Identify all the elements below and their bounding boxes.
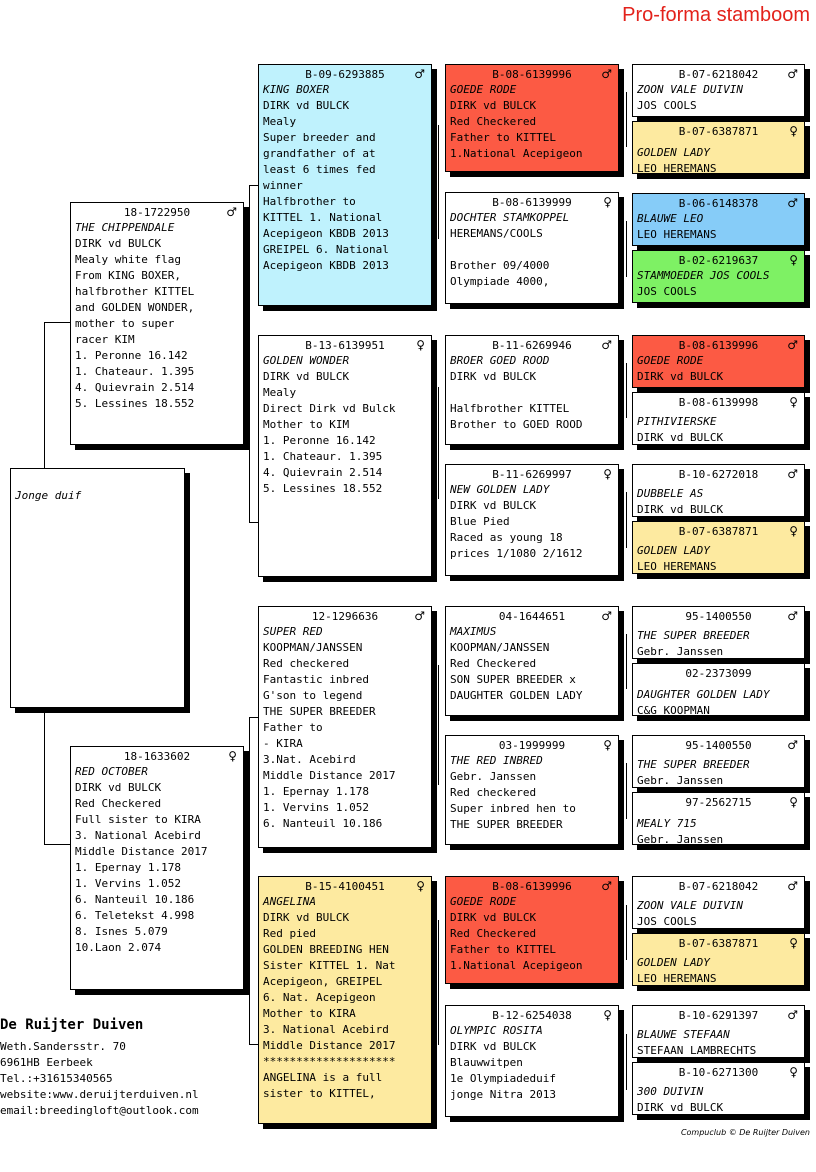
breeder-name: DIRK vd BULCK <box>450 99 537 112</box>
grandparent-card <box>258 876 432 1124</box>
parent-dam-card <box>70 746 244 990</box>
info-line: Direct Dirk vd Bulck <box>263 402 396 415</box>
ring-number: B-15-4100451 <box>305 880 385 893</box>
info-line: Acepigeon KBDB 2013 <box>263 259 389 272</box>
info-line: Red checkered <box>263 657 350 670</box>
connector-line <box>249 185 258 186</box>
info-line: Fantastic inbred <box>263 673 369 686</box>
info-line: grandfather of at <box>263 147 376 160</box>
info-line: 1. Peronne 16.142 <box>75 349 188 362</box>
ring-number: B-07-6218042 <box>678 880 759 893</box>
male-icon: ♂ <box>787 609 798 623</box>
info-line: Raced as young 18 <box>450 531 563 544</box>
breeder-name: DIRK vd BULCK <box>637 431 724 444</box>
owner-city: 6961HB Eerbeek <box>0 1056 93 1069</box>
breeder-name: DIRK vd BULCK <box>263 370 350 383</box>
ancestor-card <box>632 335 805 388</box>
info-line: Blue Pied <box>450 515 510 528</box>
breeder-name: DIRK vd BULCK <box>75 781 162 794</box>
info-line: 1. Vervins 1.052 <box>75 877 181 890</box>
ring-number: B-09-6293885 <box>305 68 385 81</box>
female-icon: ♀ <box>603 738 612 752</box>
ring-number: B-08-6139996 <box>492 880 572 893</box>
info-line: - KIRA <box>263 737 303 750</box>
info-line: Mother to KIRA <box>263 1007 356 1020</box>
male-icon: ♂ <box>414 609 425 623</box>
female-icon: ♀ <box>789 936 798 950</box>
breeder-name: Gebr. Janssen <box>637 833 724 845</box>
breeder-name: DIRK vd BULCK <box>263 99 350 112</box>
ancestor-card <box>632 250 805 303</box>
female-icon: ♀ <box>789 395 798 409</box>
breeder-name: C&G KOOPMAN <box>637 704 710 716</box>
female-icon: ♀ <box>789 124 798 138</box>
connector-line <box>626 492 627 548</box>
owner-name: De Ruijter Duiven <box>0 1017 144 1033</box>
ring-number: 12-1296636 <box>311 610 379 623</box>
info-line: THE SUPER BREEDER <box>263 705 376 718</box>
ring-number: B-07-6387871 <box>678 525 759 538</box>
bird-name: BLAUWE STEFAAN <box>637 1028 730 1041</box>
bird-name: NEW GOLDEN LADY <box>450 483 550 496</box>
female-icon: ♀ <box>603 1008 612 1022</box>
bird-name: GOLDEN WONDER <box>263 354 350 367</box>
bird-name: GOLDEN LADY <box>637 544 710 557</box>
ring-number: 18-1722950 <box>123 206 191 219</box>
ancestor-card <box>632 193 805 246</box>
info-line: Acepigeon KBDB 2013 <box>263 227 389 240</box>
info-line: Middle Distance 2017 <box>263 769 396 782</box>
male-icon: ♂ <box>787 738 798 752</box>
connector-line <box>626 1034 627 1090</box>
owner-phone: Tel.:+31615340565 <box>0 1072 113 1085</box>
info-line: Halfbrother KITTEL <box>450 402 570 415</box>
info-line: Red pied <box>263 927 316 940</box>
page-title: Pro-forma stamboom <box>622 4 810 26</box>
female-icon: ♀ <box>789 1065 798 1079</box>
ring-number: 04-1644651 <box>498 610 566 623</box>
connector-line <box>626 363 627 418</box>
female-icon: ♀ <box>603 467 612 481</box>
male-icon: ♂ <box>787 196 798 210</box>
ring-number: B-11-6269997 <box>492 468 572 481</box>
breeder-name: DIRK vd BULCK <box>637 503 724 516</box>
info-line: Acepigeon, GREIPEL <box>263 975 383 988</box>
bird-name: GOLDEN LADY <box>637 146 710 159</box>
breeder-name: DIRK vd BULCK <box>450 911 537 924</box>
info-line: Blauwwitpen <box>450 1056 523 1069</box>
ring-number: B-12-6254038 <box>492 1009 572 1022</box>
breeder-name: DIRK vd BULCK <box>75 237 162 250</box>
info-line: least 6 times fed <box>263 163 376 176</box>
ring-number: B-08-6139999 <box>492 196 572 209</box>
info-line: 5. Lessines 18.552 <box>75 397 195 410</box>
bird-name: ZOON VALE DUIVIN <box>637 83 743 96</box>
bird-name: PITHIVIERSKE <box>637 415 717 428</box>
connector-line <box>438 125 439 239</box>
ring-number: 03-1999999 <box>498 739 566 752</box>
female-icon: ♀ <box>789 253 798 267</box>
info-line: 3. National Acebird <box>75 829 201 842</box>
connector-line <box>626 763 627 819</box>
bird-name: STAMMOEDER JOS COOLS <box>637 269 770 282</box>
ring-number: 95-1400550 <box>685 610 752 623</box>
subject-label: Jonge duif <box>15 489 82 502</box>
male-icon: ♂ <box>787 879 798 893</box>
info-line: Father to KITTEL <box>450 131 556 144</box>
breeder-name: Gebr. Janssen <box>637 645 724 658</box>
info-line: Olympiade 4000, <box>450 275 550 288</box>
male-icon: ♂ <box>601 609 612 623</box>
great-grandparent-card <box>445 735 619 845</box>
breeder-name: LEO HEREMANS <box>637 972 717 985</box>
info-line: Full sister to KIRA <box>75 813 201 826</box>
connector-line <box>438 920 439 1045</box>
connector-line <box>626 221 627 277</box>
info-line: halfbrother KITTEL <box>75 285 195 298</box>
ring-number: B-13-6139951 <box>305 339 385 352</box>
info-line: Red Checkered <box>450 657 537 670</box>
ancestor-card <box>632 792 805 845</box>
info-line: 1. Peronne 16.142 <box>263 434 376 447</box>
ancestor-card <box>632 1062 805 1115</box>
info-line: 1.National Acepigeon <box>450 147 583 160</box>
info-line: Mealy <box>263 115 297 128</box>
ancestor-card <box>632 464 805 517</box>
great-grandparent-card <box>445 876 619 984</box>
female-icon: ♀ <box>789 524 798 538</box>
blank-line <box>450 385 614 401</box>
great-grandparent-card <box>445 464 619 576</box>
bird-name: GOLDEN LADY <box>637 956 710 969</box>
connector-line <box>249 185 250 522</box>
bird-name: OLYMPIC ROSITA <box>450 1024 543 1037</box>
info-line: Father to KITTEL <box>450 943 556 956</box>
info-line: ANGELINA is a full <box>263 1071 383 1084</box>
bird-name: DOCHTER STAMKOPPEL <box>450 211 570 224</box>
parent-sire-card <box>70 202 244 445</box>
info-line: sister to KITTEL, <box>263 1087 376 1100</box>
info-line: 3.Nat. Acebird <box>263 753 356 766</box>
grandparent-card <box>258 64 432 306</box>
subject-box <box>10 468 185 708</box>
connector-line <box>249 1044 258 1045</box>
bird-name: THE SUPER BREEDER <box>637 629 750 642</box>
breeder-name: DIRK vd BULCK <box>637 1101 724 1114</box>
ring-number: 97-2562715 <box>685 796 752 809</box>
info-line: SON SUPER BREEDER x <box>450 673 576 686</box>
info-line: and GOLDEN WONDER, <box>75 301 195 314</box>
female-icon: ♀ <box>228 749 237 763</box>
breeder-name: STEFAAN LAMBRECHTS <box>637 1044 757 1057</box>
breeder-name: Gebr. Janssen <box>637 774 724 787</box>
bird-name: ANGELINA <box>263 895 316 908</box>
ancestor-card <box>632 392 805 445</box>
info-line: Mealy <box>263 386 297 399</box>
breeder-name: KOOPMAN/JANSSEN <box>450 641 550 654</box>
info-line: Red Checkered <box>450 115 537 128</box>
female-icon: ♀ <box>416 879 425 893</box>
info-line: Super inbred hen to <box>450 802 576 815</box>
info-line: 1. Vervins 1.052 <box>263 801 369 814</box>
info-line: GOLDEN BREEDING HEN <box>263 943 389 956</box>
male-icon: ♂ <box>787 338 798 352</box>
connector-line <box>249 717 258 718</box>
ring-number: B-10-6291397 <box>678 1009 759 1022</box>
info-line: Red Checkered <box>450 927 537 940</box>
breeder-name: LEO HEREMANS <box>637 162 717 174</box>
info-line: 1. Chateaur. 1.395 <box>75 365 195 378</box>
ancestor-card <box>632 64 805 117</box>
info-line: Mother to KIM <box>263 418 350 431</box>
breeder-name: HEREMANS/COOLS <box>450 227 543 240</box>
ring-number: B-10-6272018 <box>678 468 759 481</box>
breeder-name: DIRK vd BULCK <box>263 911 350 924</box>
connector-line <box>44 844 70 845</box>
ring-number: B-07-6387871 <box>678 125 759 138</box>
bird-name: RED OCTOBER <box>75 765 148 778</box>
info-line: From KING BOXER, <box>75 269 181 282</box>
connector-line <box>626 634 627 689</box>
male-icon: ♂ <box>414 67 425 81</box>
ancestor-card <box>632 1005 805 1058</box>
connector-line <box>438 665 439 785</box>
info-line: Super breeder and <box>263 131 376 144</box>
info-line: 1e Olympiadeduif <box>450 1072 556 1085</box>
info-line: racer KIM <box>75 333 135 346</box>
female-icon: ♀ <box>789 795 798 809</box>
info-line: 6. Nanteuil 10.186 <box>263 817 383 830</box>
breeder-name: JOS COOLS <box>637 285 697 298</box>
info-line: prices 1/1080 2/1612 <box>450 547 583 560</box>
info-line: 1. Chateaur. 1.395 <box>263 450 383 463</box>
ring-number: B-11-6269946 <box>492 339 572 352</box>
ancestor-card <box>632 606 805 659</box>
info-line: 10.Laon 2.074 <box>75 941 162 954</box>
female-icon: ♀ <box>603 195 612 209</box>
male-icon: ♂ <box>226 205 237 219</box>
info-line: 6. Nanteuil 10.186 <box>75 893 195 906</box>
breeder-name: LEO HEREMANS <box>637 560 717 573</box>
ring-number: 18-1633602 <box>123 750 191 763</box>
connector-line <box>249 717 250 1044</box>
bird-name: MAXIMUS <box>450 625 497 638</box>
ancestor-card <box>632 933 805 986</box>
connector-line <box>249 522 258 523</box>
connector-line <box>44 708 45 844</box>
ring-number: B-06-6148378 <box>678 197 759 210</box>
breeder-name: DIRK vd BULCK <box>450 1040 537 1053</box>
ancestor-card <box>632 876 805 929</box>
owner-contact-block <box>0 1017 199 1119</box>
info-line: Sister KITTEL 1. Nat <box>263 959 396 972</box>
info-line: winner <box>263 179 303 192</box>
connector-line <box>626 92 627 147</box>
info-line: 1. Epernay 1.178 <box>75 861 181 874</box>
grandparent-card <box>258 335 432 577</box>
grandparent-card <box>258 606 432 848</box>
male-icon: ♂ <box>601 879 612 893</box>
owner-website: website:www.deruijterduiven.nl <box>0 1088 199 1101</box>
female-icon: ♀ <box>416 338 425 352</box>
info-line: 8. Isnes 5.079 <box>75 925 168 938</box>
info-line: Halfbrother to <box>263 195 356 208</box>
info-line: Middle Distance 2017 <box>263 1039 396 1052</box>
breeder-name: DIRK vd BULCK <box>450 499 537 512</box>
bird-name: BLAUWE LEO <box>637 212 704 225</box>
bird-name: GOEDE RODE <box>637 354 704 367</box>
bird-name: SUPER RED <box>263 625 323 638</box>
bird-name: DUBBELE AS <box>637 487 704 500</box>
male-icon: ♂ <box>787 67 798 81</box>
info-line: GREIPEL 6. National <box>263 243 389 256</box>
male-icon: ♂ <box>787 467 798 481</box>
ring-number: B-08-6139996 <box>678 339 759 352</box>
great-grandparent-card <box>445 64 619 172</box>
breeder-name: KOOPMAN/JANSSEN <box>263 641 363 654</box>
info-line: Father to <box>263 721 323 734</box>
ring-number: 02-2373099 <box>685 667 752 680</box>
male-icon: ♂ <box>601 338 612 352</box>
info-line: jonge Nitra 2013 <box>450 1088 556 1101</box>
great-grandparent-card <box>445 335 619 445</box>
ring-number: 95-1400550 <box>685 739 752 752</box>
bird-name: ZOON VALE DUIVIN <box>637 899 743 912</box>
male-icon: ♂ <box>601 67 612 81</box>
ancestor-card <box>632 521 805 574</box>
info-line: KITTEL 1. National <box>263 211 383 224</box>
breeder-name: DIRK vd BULCK <box>450 370 537 383</box>
owner-address: Weth.Sandersstr. 70 <box>0 1040 126 1053</box>
info-line: 3. National Acebird <box>263 1023 389 1036</box>
connector-line <box>438 387 439 499</box>
info-line: DAUGHTER GOLDEN LADY <box>450 689 583 702</box>
info-line: G'son to legend <box>263 689 363 702</box>
great-grandparent-card <box>445 192 619 304</box>
breeder-name: Gebr. Janssen <box>450 770 537 783</box>
bird-name: KING BOXER <box>263 83 330 96</box>
info-line: 6. Nat. Acepigeon <box>263 991 376 1004</box>
info-line: THE SUPER BREEDER <box>450 818 563 831</box>
info-line: Mealy white flag <box>75 253 181 266</box>
info-line: 4. Quievrain 2.514 <box>263 466 383 479</box>
bird-name: 300 DUIVIN <box>637 1085 704 1098</box>
info-line: mother to super <box>75 317 175 330</box>
info-line: 1. Epernay 1.178 <box>263 785 369 798</box>
ancestor-card <box>632 663 805 716</box>
info-line: 4. Quievrain 2.514 <box>75 381 195 394</box>
ring-number: B-02-6219637 <box>678 254 759 267</box>
connector-line <box>626 905 627 960</box>
great-grandparent-card <box>445 606 619 716</box>
software-credit: Compuclub © De Ruijter Duiven <box>680 1128 810 1137</box>
ring-number: B-07-6218042 <box>678 68 759 81</box>
breeder-name: DIRK vd BULCK <box>637 370 724 383</box>
breeder-name: JOS COOLS <box>637 99 697 112</box>
bird-name: THE RED INBRED <box>450 754 543 767</box>
info-line: Brother to GOED ROOD <box>450 418 583 431</box>
info-line: ******************** <box>263 1055 396 1068</box>
bird-name: DAUGHTER GOLDEN LADY <box>637 688 770 701</box>
bird-name: BROER GOED ROOD <box>450 354 550 367</box>
info-line: 1.National Acepigeon <box>450 959 583 972</box>
blank-line <box>450 242 614 258</box>
bird-name: THE CHIPPENDALE <box>75 221 175 234</box>
connector-line <box>44 322 70 323</box>
ring-number: B-07-6387871 <box>678 937 759 950</box>
info-line: 5. Lessines 18.552 <box>263 482 383 495</box>
male-icon: ♂ <box>787 1008 798 1022</box>
ancestor-card <box>632 735 805 788</box>
bird-name: THE SUPER BREEDER <box>637 758 750 771</box>
ring-number: B-08-6139996 <box>492 68 572 81</box>
breeder-name: JOS COOLS <box>637 915 697 928</box>
breeder-name: LEO HEREMANS <box>637 228 717 241</box>
bird-name: GOEDE RODE <box>450 895 517 908</box>
info-line: Brother 09/4000 <box>450 259 550 272</box>
info-line: Red Checkered <box>75 797 162 810</box>
info-line: Red checkered <box>450 786 537 799</box>
info-line: Middle Distance 2017 <box>75 845 208 858</box>
ring-number: B-10-6271300 <box>678 1066 759 1079</box>
owner-email: email:breedingloft@outlook.com <box>0 1104 199 1117</box>
ring-number: B-08-6139998 <box>678 396 759 409</box>
info-line: 6. Teletekst 4.998 <box>75 909 195 922</box>
bird-name: GOEDE RODE <box>450 83 517 96</box>
ancestor-card <box>632 121 805 174</box>
bird-name: MEALY 715 <box>637 817 697 830</box>
great-grandparent-card <box>445 1005 619 1117</box>
connector-line <box>44 322 45 470</box>
